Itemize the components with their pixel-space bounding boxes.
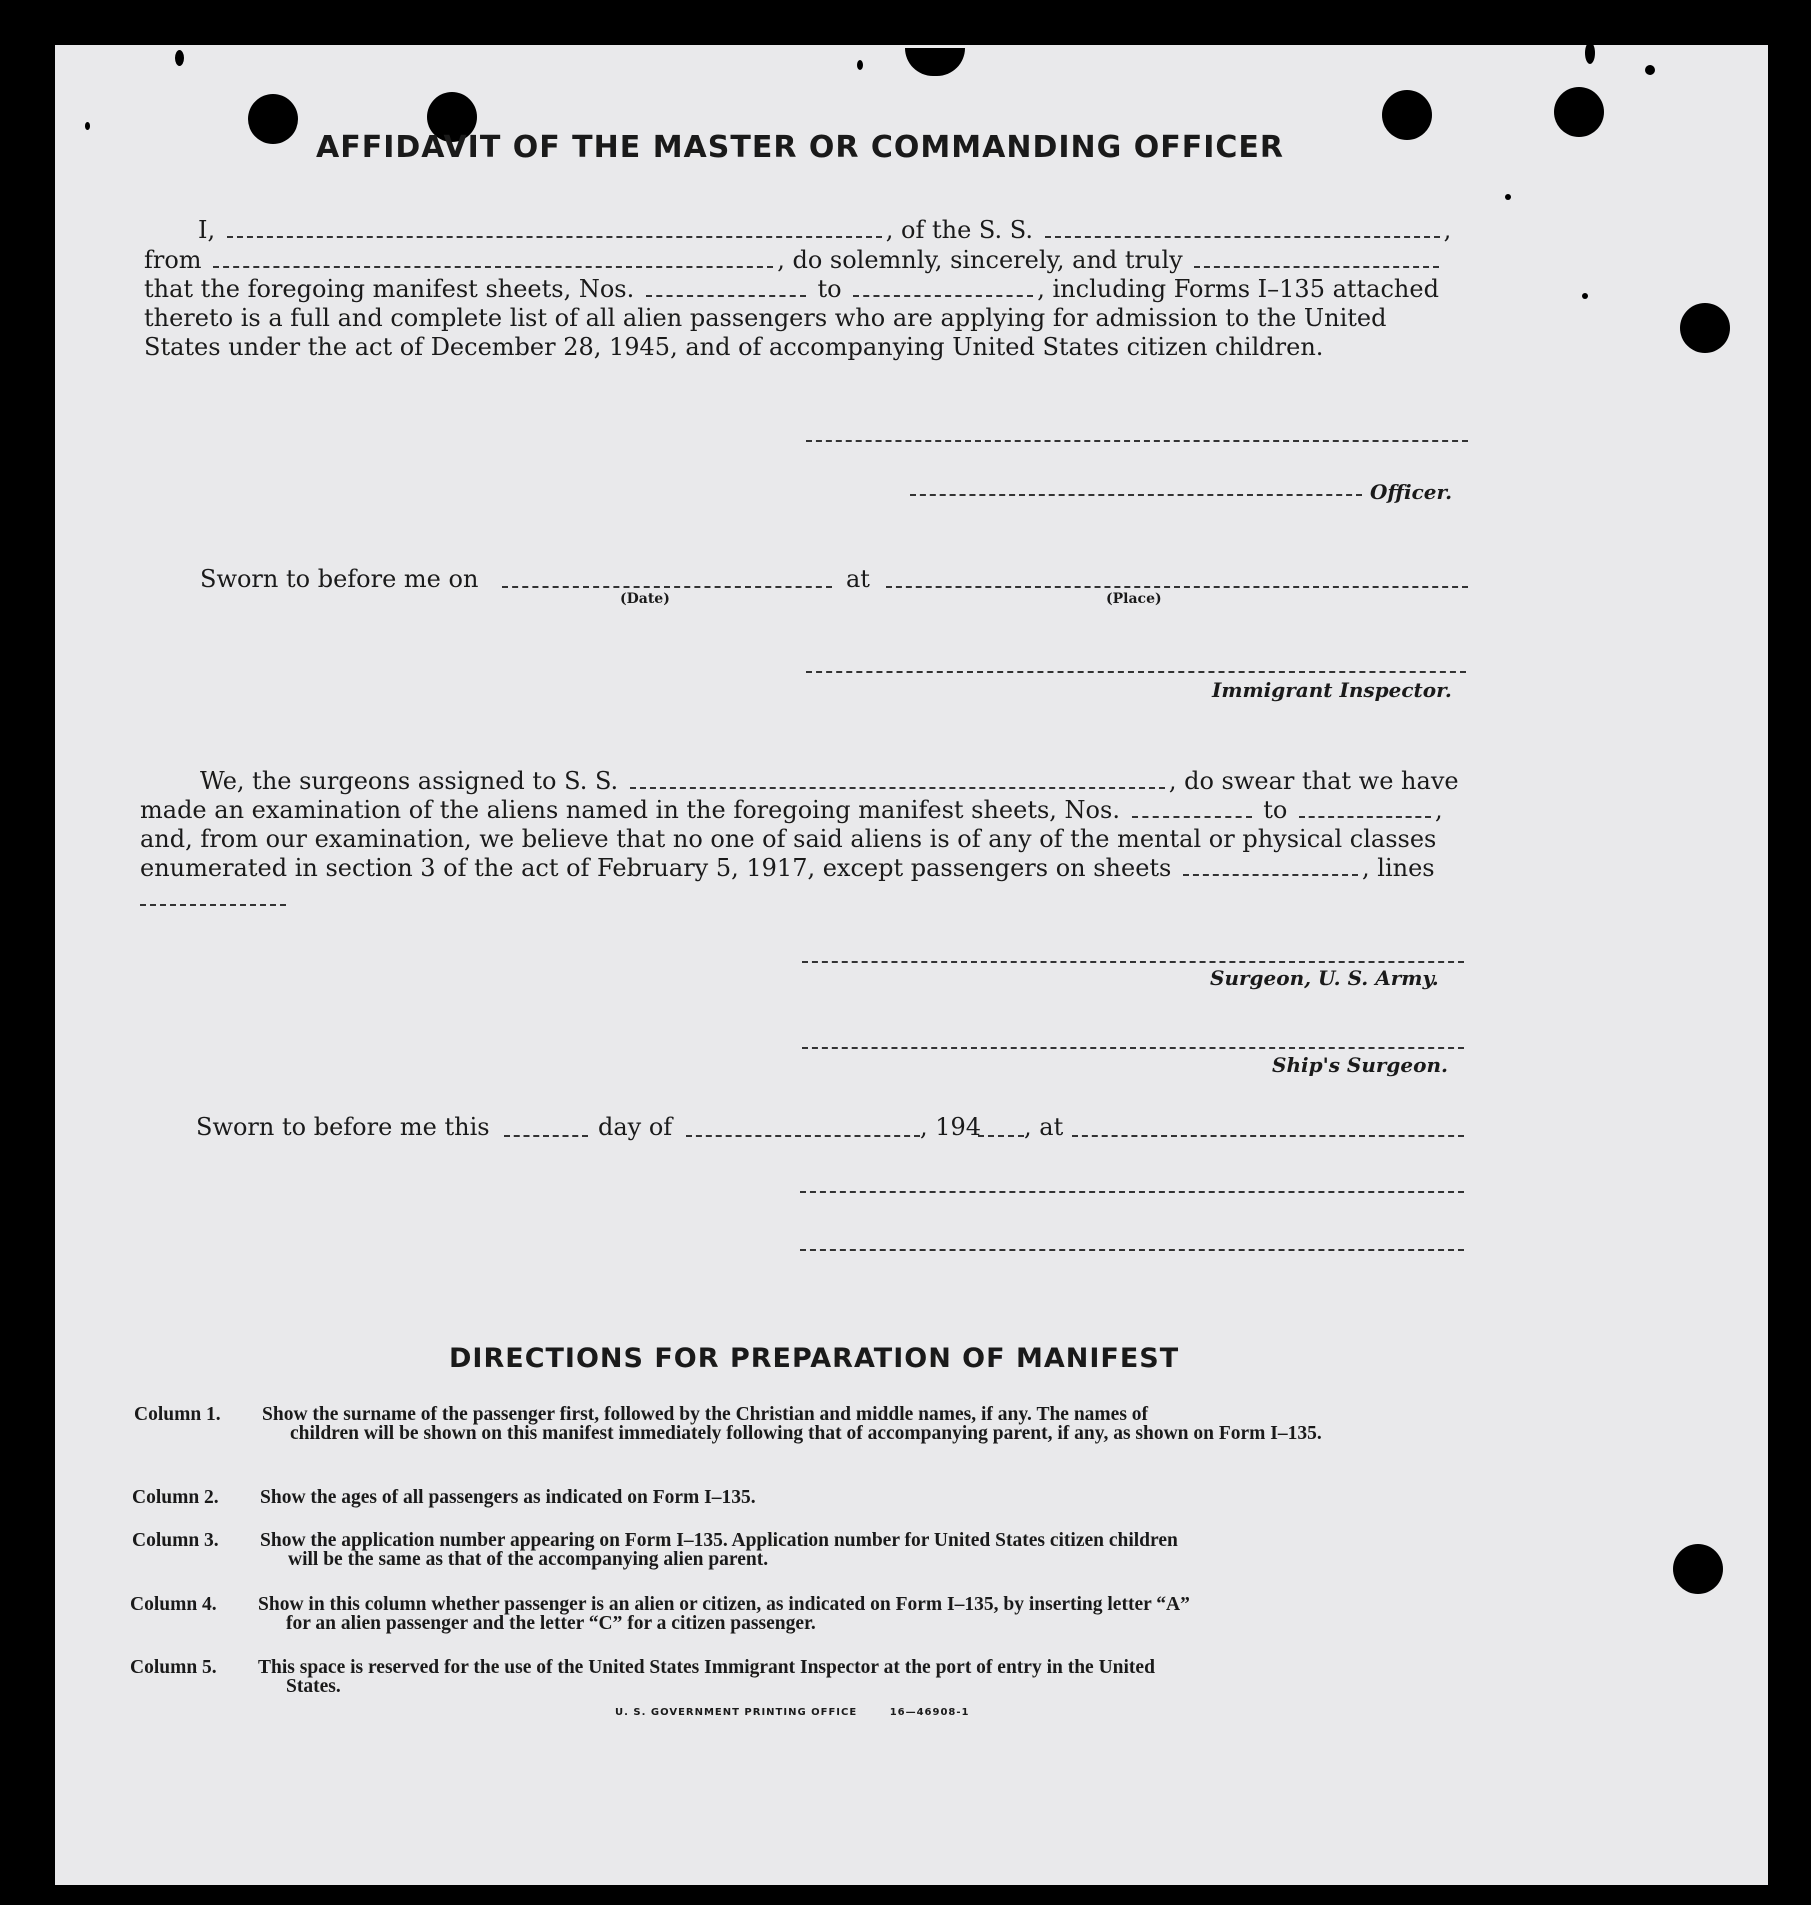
sheet-to-field[interactable]: [853, 295, 1033, 297]
sworn2-signature-line-1[interactable]: [800, 1191, 1464, 1193]
punch-hole: [248, 94, 298, 144]
surgeons-exam-text: made an examination of the aliens named in the foregoing manifest sheets, Nos.: [140, 796, 1120, 824]
direction-continuation: States.: [286, 1676, 341, 1697]
sworn2-at: , at: [1024, 1113, 1064, 1141]
direction-text: Show the ages of all passengers as indicated on Form I–135.: [260, 1487, 756, 1508]
affidavit-from: from: [144, 246, 202, 274]
officer-label: Officer.: [1370, 480, 1453, 504]
surgeons-line-1: [200, 767, 1459, 795]
direction-text: Show in this column whether passenger is an alien or citizen, as indicated on Form I–135, by inserting letter “A”: [258, 1594, 1190, 1615]
printer-imprint: [615, 1707, 970, 1718]
master-signature-line[interactable]: [806, 440, 1468, 442]
ship-surgeon-signature-line[interactable]: [802, 1047, 1464, 1049]
direction-text: This space is reserved for the use of the United States Immigrant Inspector at the port of entry in the United: [258, 1657, 1155, 1678]
army-surgeon-signature-line[interactable]: [802, 961, 1464, 963]
sworn-place-field[interactable]: [886, 586, 1468, 588]
ship-name-field[interactable]: [1045, 236, 1440, 238]
direction-continuation: children will be shown on this manifest immediately following that of accompanying parent, if any, as shown on Form I–135.: [290, 1423, 1322, 1444]
punch-hole: [1554, 87, 1604, 137]
sworn-month-field[interactable]: [686, 1135, 920, 1137]
affidavit-line-4: thereto is a full and complete list of all alien passengers who are applying for admission to the United: [144, 304, 1387, 332]
surgeons-assigned-text: We, the surgeons assigned to S. S.: [200, 767, 619, 795]
direction-text: Show the surname of the passenger first, followed by the Christian and middle names, if any. The names of: [262, 1404, 1149, 1425]
surgeons-lines-text: , lines: [1362, 854, 1435, 882]
sworn-year-prefix: , 194: [920, 1113, 982, 1141]
direction-continuation: will be the same as that of the accompanying alien parent.: [288, 1549, 769, 1570]
punch-hole: [1680, 303, 1730, 353]
ink-speck: [175, 50, 184, 66]
from-port-field[interactable]: [213, 266, 773, 268]
sworn-day-field[interactable]: [504, 1135, 588, 1137]
ink-speck: [1585, 42, 1595, 64]
sworn-before-me-on: Sworn to before me on: [200, 565, 479, 593]
form-code: 16—46908-1: [889, 1707, 970, 1718]
oath-field[interactable]: [1194, 266, 1439, 268]
page-title: AFFIDAVIT OF THE MASTER OR COMMANDING OFFICER: [316, 130, 1284, 165]
master-name-field[interactable]: [227, 236, 882, 238]
direction-text: Show the application number appearing on Form I–135. Application number for United States citizen children: [260, 1530, 1178, 1551]
officer-signature-line[interactable]: [910, 494, 1362, 496]
except-sheets-field[interactable]: [1183, 874, 1358, 876]
sworn-day-of: day of: [598, 1113, 673, 1141]
affidavit-line-2: [144, 246, 1443, 274]
sworn-at: at: [846, 565, 870, 593]
surgeons-to: to: [1263, 796, 1288, 824]
punch-hole: [1382, 90, 1432, 140]
affidavit-solemnly: , do solemnly, sincerely, and truly: [777, 246, 1183, 274]
surgeons-line2-end: ,: [1434, 796, 1443, 824]
exam-sheet-to-field[interactable]: [1299, 816, 1431, 818]
except-lines-field[interactable]: [140, 904, 286, 906]
surgeons-swear-text: , do swear that we have: [1168, 767, 1459, 795]
direction-label: Column 5.: [130, 1657, 217, 1678]
direction-label: Column 2.: [132, 1487, 219, 1508]
ink-speck: [857, 60, 863, 70]
affidavit-forms-text: , including Forms I–135 attached: [1037, 275, 1439, 303]
direction-label: Column 4.: [130, 1594, 217, 1615]
surgeons-except-text: enumerated in section 3 of the act of February 5, 1917, except passengers on sheets: [140, 854, 1172, 882]
affidavit-line-1: [198, 216, 1451, 244]
directions-heading: DIRECTIONS FOR PREPARATION OF MANIFEST: [449, 1343, 1180, 1374]
sheet-from-field[interactable]: [646, 295, 806, 297]
date-caption: (Date): [620, 591, 670, 607]
sworn-year-field[interactable]: [978, 1135, 1024, 1137]
sworn2-signature-line-2[interactable]: [800, 1249, 1464, 1251]
affidavit-sheets-text: that the foregoing manifest sheets, Nos.: [144, 275, 635, 303]
affidavit-to: to: [817, 275, 842, 303]
surgeons-line-3: and, from our examination, we believe that no one of said aliens is of any of the mental or physical classes: [140, 825, 1437, 853]
surgeon-ship-field[interactable]: [630, 787, 1165, 789]
ink-speck: [1582, 293, 1588, 299]
army-surgeon-label: Surgeon, U. S. Army.: [1210, 966, 1439, 990]
ink-speck: [85, 122, 90, 130]
sworn-date-field[interactable]: [502, 586, 832, 588]
affidavit-line-5: States under the act of December 28, 1945, and of accompanying United States citizen children.: [144, 333, 1324, 361]
exam-sheet-from-field[interactable]: [1132, 816, 1252, 818]
direction-label: Column 3.: [132, 1530, 219, 1551]
punch-hole: [1673, 1544, 1723, 1594]
surgeons-line-4: [140, 854, 1435, 882]
inspector-signature-line[interactable]: [806, 671, 1466, 673]
affidavit-i: I,: [198, 216, 216, 244]
direction-continuation: for an alien passenger and the letter “C” for a citizen passenger.: [286, 1613, 816, 1634]
ink-speck: [1645, 65, 1655, 75]
printer-name: U. S. GOVERNMENT PRINTING OFFICE: [615, 1707, 858, 1718]
surgeons-line-2: [140, 796, 1443, 824]
ship-surgeon-label: Ship's Surgeon.: [1272, 1053, 1448, 1077]
inspector-label: Immigrant Inspector.: [1212, 678, 1452, 702]
place-caption: (Place): [1106, 591, 1162, 607]
sworn2-place-field[interactable]: [1072, 1135, 1464, 1137]
direction-label: Column 1.: [134, 1404, 221, 1425]
sworn-before-me-this: Sworn to before me this: [196, 1113, 490, 1141]
affidavit-line-3: [144, 275, 1439, 303]
affidavit-line1-end: ,: [1443, 216, 1452, 244]
affidavit-ship-text: , of the S. S.: [885, 216, 1033, 244]
ink-speck: [1505, 194, 1511, 200]
